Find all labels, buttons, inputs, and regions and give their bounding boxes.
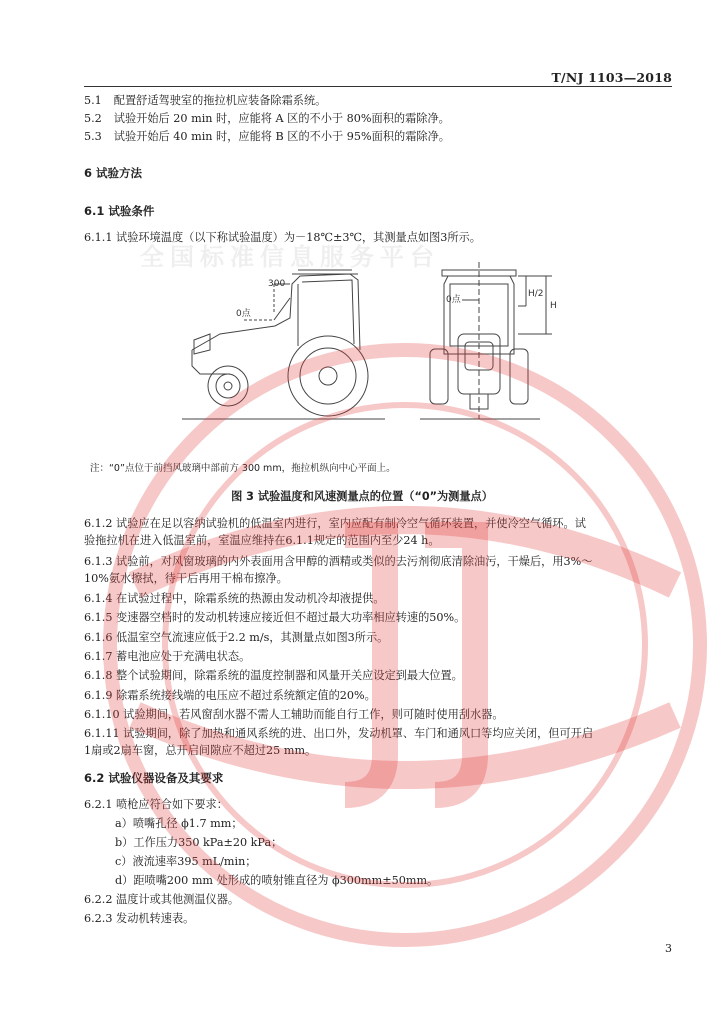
clause-6-1-3-b: 10%氨水擦拭，待干后再用干棉布擦净。 — [84, 572, 288, 585]
heading-6: 6 试验方法 — [84, 166, 143, 180]
heading-6-1: 6.1 试验条件 — [84, 204, 155, 218]
clause-6-1-6: 6.1.6 低温室空气流速应低于2.2 m/s，其测量点如图3所示。 — [84, 631, 389, 644]
clause-6-1-7: 6.1.7 蓄电池应处于充满电状态。 — [84, 650, 251, 663]
clause-6-1-5: 6.1.5 变速器空档时的发动机转速应接近但不超过最大功率相应转速的50%。 — [84, 611, 466, 624]
clause-6-1-2-a: 6.1.2 试验应在足以容纳试验机的低温室内进行，室内应配有制冷空气循环装置，并使冷空气循环。试 — [84, 517, 586, 530]
label-front-0: 0点 — [446, 295, 461, 305]
clause-6-1-8: 6.1.8 整个试验期间，除霜系统的温度控制器和风量开关应设定到最大位置。 — [84, 669, 463, 682]
figure-note: 注：“0”点位于前挡风玻璃中部前方 300 mm，拖拉机纵向中心平面上。 — [90, 463, 396, 474]
clause-6-2-3: 6.2.3 发动机转速表。 — [84, 912, 195, 925]
heading-6-2: 6.2 试验仪器设备及其要求 — [84, 771, 224, 785]
clause-6-1-3-a: 6.1.3 试验前，对风窗玻璃的内外表面用含甲醇的酒精或类似的去污剂彻底清除油污，干燥后，用3%～ — [84, 555, 593, 568]
page-number: 3 — [665, 942, 672, 955]
label-300: 300 — [268, 279, 286, 289]
front-view-tractor — [420, 262, 552, 419]
tractor-figure — [180, 254, 560, 424]
watermark-text: 全国标准信息服务平台 — [140, 243, 440, 271]
clause-6-1-9: 6.1.9 除霜系统接线端的电压应不超过系统额定值的20%。 — [84, 689, 376, 702]
clause-6-1-11-b: 1扇或2扇车窗，总开启间隙应不超过25 mm。 — [84, 744, 317, 757]
side-view-tractor — [182, 270, 385, 419]
sub-item-d: d）距喷嘴200 mm 处形成的喷射锥直径为 ϕ300mm±50mm。 — [115, 874, 439, 887]
clause-6-1-11-a: 6.1.11 试验期间，除了加热和通风系统的进、出口外，发动机罩、车门和通风口等均应关闭，但可开启 — [84, 727, 594, 740]
clause-6-1-2-b: 验拖拉机在进入低温室前，室温应维持在6.1.1规定的范围内至少24 h。 — [84, 534, 440, 547]
clause-5-3: 5.3 试验开始后 40 min 时，应能将 B 区的不小于 95%面积的霜除净。 — [84, 130, 450, 143]
sub-item-a: a）喷嘴孔径 ϕ1.7 mm； — [115, 817, 243, 830]
standard-code: T/NJ 1103—2018 — [551, 70, 672, 85]
clause-6-1-1: 6.1.1 试验环境温度（以下称试验温度）为－18℃±3℃，其测量点如图3所示。 — [84, 231, 481, 244]
clause-6-2-1: 6.2.1 喷枪应符合如下要求： — [84, 798, 228, 811]
clause-5-1: 5.1 配置舒适驾驶室的拖拉机应装备除霜系统。 — [84, 94, 327, 107]
clause-6-2-2: 6.2.2 温度计或其他测温仪器。 — [84, 893, 240, 906]
label-h-half: H/2 — [528, 289, 544, 299]
label-h: H — [550, 301, 557, 311]
clause-6-1-4: 6.1.4 在试验过程中，除霜系统的热源由发动机冷却液提供。 — [84, 592, 385, 605]
sub-item-b: b）工作压力350 kPa±20 kPa； — [115, 836, 283, 849]
clause-5-2: 5.2 试验开始后 20 min 时，应能将 A 区的不小于 80%面积的霜除净。 — [84, 112, 450, 125]
header-rule — [84, 86, 672, 87]
clause-6-1-10: 6.1.10 试验期间，若风窗刮水器不需人工辅助而能自行工作，则可随时使用刮水器。 — [84, 708, 504, 721]
sub-item-c: c）液流速率395 mL/min； — [115, 855, 257, 868]
figure-caption: 图 3 试验温度和风速测量点的位置（“0”为测量点） — [231, 490, 493, 503]
label-side-0: 0点 — [236, 309, 251, 319]
